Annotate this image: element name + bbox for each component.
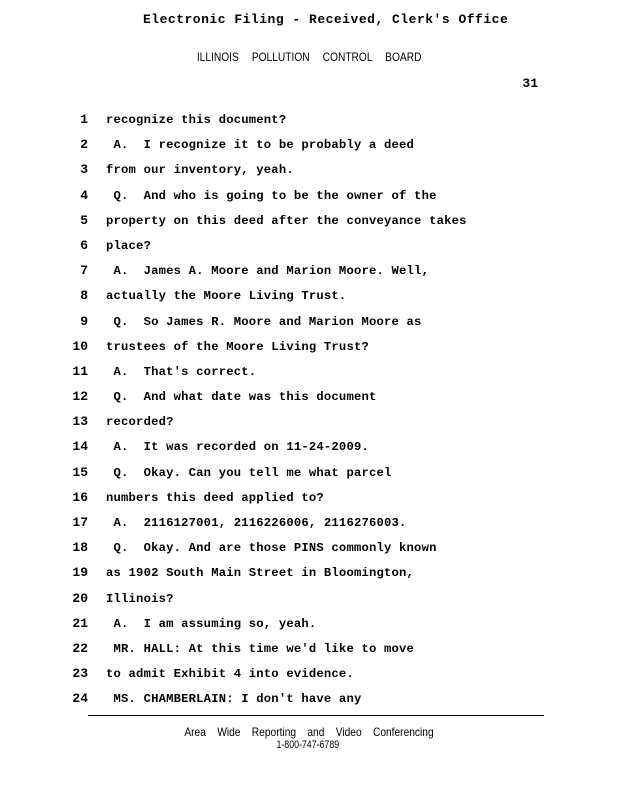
agency-header: ILLINOIS POLLUTION CONTROL BOARD xyxy=(196,50,422,64)
line-number: 8 xyxy=(80,288,88,304)
line-number: 23 xyxy=(72,666,88,682)
line-text: as 1902 South Main Street in Bloomington, xyxy=(106,566,415,581)
line-text: recorded? xyxy=(106,415,174,430)
line-number: 7 xyxy=(80,263,88,279)
line-number: 5 xyxy=(80,212,88,228)
line-text: A. That's correct. xyxy=(106,364,257,379)
line-text: place? xyxy=(106,238,152,253)
line-text: Q. Okay. Can you tell me what parcel xyxy=(106,465,392,480)
transcript-line xyxy=(0,538,618,563)
line-text: from our inventory, yeah. xyxy=(106,163,294,178)
line-number: 22 xyxy=(72,640,88,656)
transcript-line xyxy=(0,337,618,362)
transcript-line xyxy=(0,412,618,437)
line-number: 2 xyxy=(80,137,88,153)
line-number: 20 xyxy=(72,590,88,606)
line-text: MS. CHAMBERLAIN: I don't have any xyxy=(106,692,362,707)
transcript-line xyxy=(0,312,618,337)
transcript-line xyxy=(0,664,618,689)
line-text: Q. And what date was this document xyxy=(106,390,377,405)
line-number: 19 xyxy=(72,565,88,581)
line-text: A. James A. Moore and Marion Moore. Well, xyxy=(106,264,430,279)
transcript-line xyxy=(0,261,618,286)
footer-company: Area Wide Reporting and Video Conferencing xyxy=(184,725,434,739)
transcript-line xyxy=(0,513,618,538)
line-text: property on this deed after the conveyance takes xyxy=(106,213,467,228)
line-text: recognize this document? xyxy=(106,113,287,127)
footer-phone: 1-800-747-6789 xyxy=(276,739,340,751)
line-text: trustees of the Moore Living Trust? xyxy=(106,339,369,354)
line-number: 16 xyxy=(72,489,88,505)
line-text: actually the Moore Living Trust. xyxy=(106,289,347,304)
transcript-line xyxy=(0,639,618,664)
transcript-line xyxy=(0,362,618,387)
transcript-line xyxy=(0,437,618,462)
transcript-line xyxy=(0,689,618,714)
line-number: 24 xyxy=(72,691,88,707)
transcript-line xyxy=(0,563,618,588)
transcript-line xyxy=(0,211,618,236)
transcript-line xyxy=(0,387,618,412)
transcript-line xyxy=(0,286,618,311)
line-text: A. I recognize it to be probably a deed xyxy=(106,138,415,153)
footer-divider xyxy=(88,715,544,716)
transcript-line xyxy=(0,488,618,513)
line-text: A. 2116127001, 2116226006, 2116276003. xyxy=(106,516,407,530)
line-number: 12 xyxy=(72,389,88,405)
transcript-line xyxy=(0,463,618,488)
filing-stamp: Electronic Filing - Received, Clerk's Office xyxy=(143,12,509,27)
transcript-line xyxy=(0,135,618,160)
line-number: 21 xyxy=(72,615,88,631)
line-text: Q. So James R. Moore and Marion Moore as xyxy=(106,314,422,329)
page-number: 31 xyxy=(522,76,538,91)
transcript-line xyxy=(0,160,618,185)
line-text: A. It was recorded on 11-24-2009. xyxy=(106,440,369,455)
line-text: to admit Exhibit 4 into evidence. xyxy=(106,667,354,682)
line-number: 3 xyxy=(80,162,88,178)
line-number: 9 xyxy=(80,313,88,329)
line-number: 17 xyxy=(72,515,88,530)
line-number: 1 xyxy=(80,112,88,127)
line-number: 6 xyxy=(80,237,88,253)
transcript-line xyxy=(0,614,618,639)
transcript-body xyxy=(0,110,618,715)
line-number: 11 xyxy=(72,363,88,379)
transcript-line xyxy=(0,236,618,261)
line-text: A. I am assuming so, yeah. xyxy=(106,616,317,631)
line-number: 15 xyxy=(72,464,88,480)
line-text: numbers this deed applied to? xyxy=(106,490,324,505)
transcript-line xyxy=(0,186,618,211)
line-text: Q. Okay. And are those PINS commonly known xyxy=(106,541,437,556)
line-text: Q. And who is going to be the owner of the xyxy=(106,188,437,203)
line-text: Illinois? xyxy=(106,591,174,606)
line-number: 18 xyxy=(72,540,88,556)
transcript-line xyxy=(0,110,618,135)
line-number: 13 xyxy=(72,414,88,430)
line-number: 14 xyxy=(72,439,88,455)
line-text: MR. HALL: At this time we'd like to move xyxy=(106,641,415,656)
line-number: 4 xyxy=(80,187,88,203)
transcript-line xyxy=(0,589,618,614)
line-number: 10 xyxy=(72,338,88,354)
